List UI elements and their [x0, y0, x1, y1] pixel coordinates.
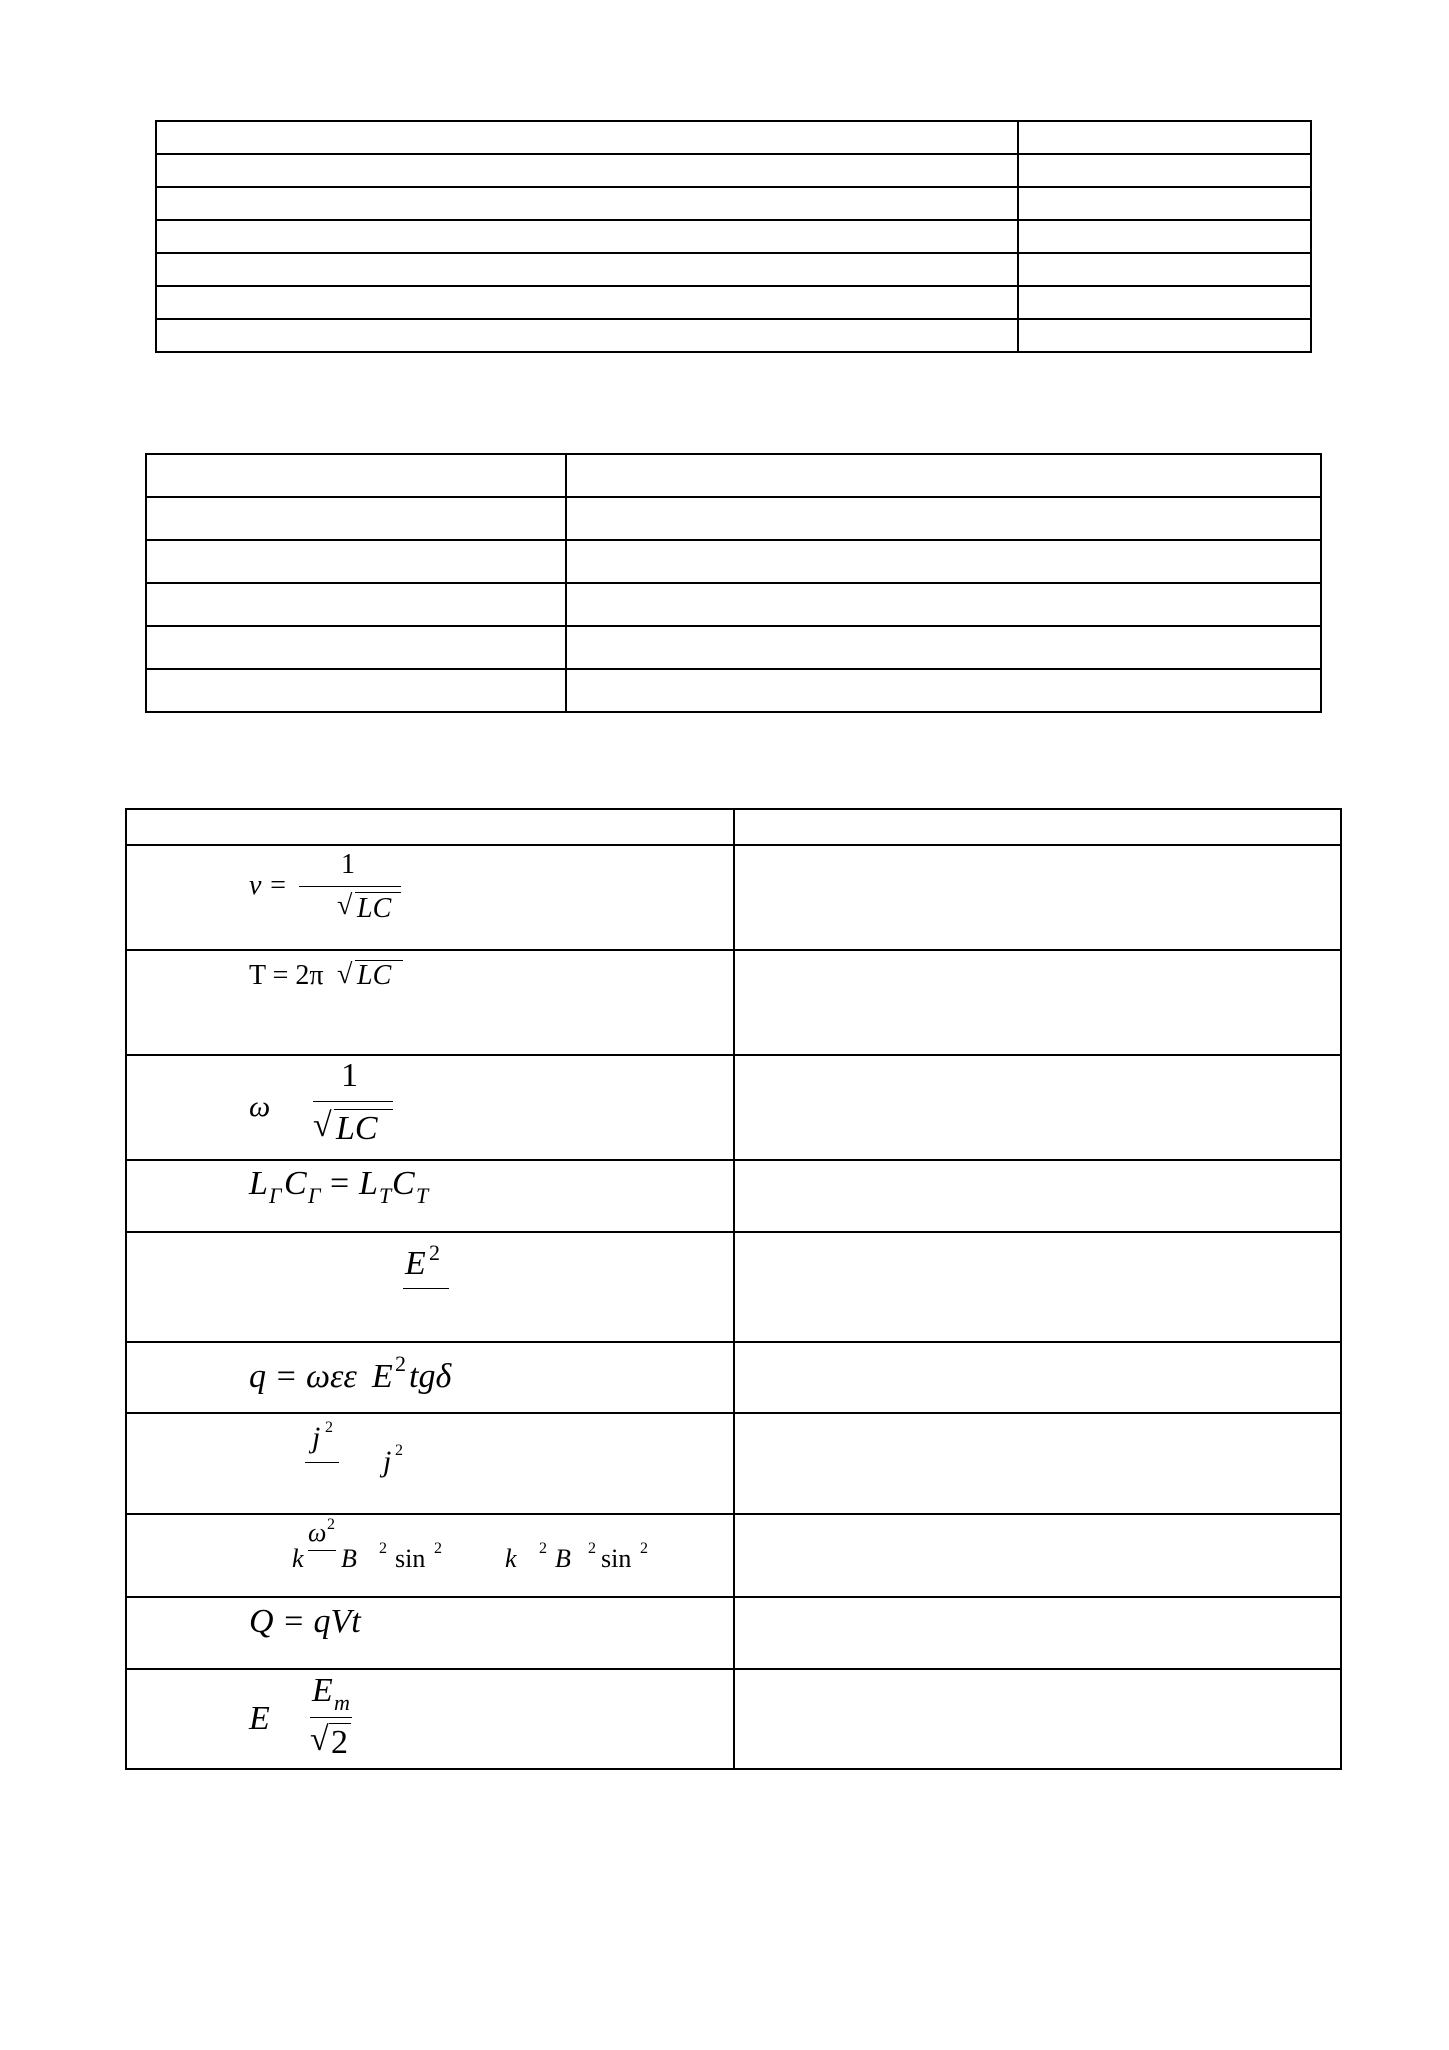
equals-sign: =	[330, 1165, 350, 1202]
formula-cell	[126, 950, 734, 1055]
formula-lhs: ν =	[249, 870, 288, 901]
table-1	[155, 120, 1312, 353]
table-row	[156, 121, 1311, 154]
formula-text: Q = qVt	[249, 1603, 361, 1640]
table-cell	[1018, 319, 1311, 352]
table-cell	[146, 540, 566, 583]
table-row	[126, 845, 1341, 950]
formula-cell	[126, 1514, 734, 1597]
table-cell	[1018, 286, 1311, 319]
formula-table	[125, 808, 1342, 1770]
fraction-bar	[310, 1717, 352, 1718]
table-cell	[1018, 220, 1311, 253]
formula-cell	[126, 1413, 734, 1514]
table-row	[146, 669, 1321, 712]
fraction-numerator: 1	[341, 1057, 358, 1094]
symbol-C: C	[392, 1165, 415, 1202]
table-row	[156, 253, 1311, 286]
fraction-numerator: 1	[341, 849, 355, 880]
fraction-numerator: ω	[308, 1518, 327, 1547]
subscript: Г	[308, 1183, 321, 1208]
radical-sign: √	[337, 890, 353, 921]
table-cell	[156, 121, 1018, 154]
table-row	[126, 809, 1341, 845]
table-cell	[734, 1160, 1341, 1232]
formula-cell	[126, 1342, 734, 1413]
table-cell	[734, 1342, 1341, 1413]
radical-argument: LC	[357, 960, 392, 991]
sin-function: sin	[395, 1544, 426, 1573]
symbol-B: B	[555, 1544, 571, 1573]
table-cell	[146, 583, 566, 626]
formula-cell	[126, 1055, 734, 1160]
table-cell	[156, 253, 1018, 286]
symbol-E: E	[372, 1358, 393, 1395]
fraction-numerator: E	[405, 1245, 426, 1282]
sin-function: sin	[601, 1544, 632, 1573]
table-cell	[156, 154, 1018, 187]
table-cell	[566, 497, 1321, 540]
superscript: 2	[395, 1351, 406, 1376]
symbol-j: j	[383, 1445, 392, 1478]
radical-sign: √	[313, 1107, 332, 1144]
fraction-bar	[299, 886, 401, 887]
table-cell	[734, 1597, 1341, 1669]
table-2	[145, 453, 1322, 713]
table-cell	[156, 286, 1018, 319]
symbol-k: k	[292, 1544, 304, 1573]
table-cell	[566, 669, 1321, 712]
superscript: 2	[325, 1419, 333, 1436]
formula-cell	[126, 1232, 734, 1342]
formula-cell	[126, 1669, 734, 1769]
table-cell	[734, 1413, 1341, 1514]
formula-lhs: q = ωεε	[249, 1358, 357, 1395]
table-row	[146, 454, 1321, 497]
radical-sign: √	[310, 1721, 329, 1758]
fraction-bar	[313, 1101, 393, 1102]
superscript: 2	[429, 1240, 440, 1265]
symbol-L: L	[359, 1165, 378, 1202]
superscript: 2	[395, 1442, 403, 1459]
table-cell	[734, 1514, 1341, 1597]
table-cell	[1018, 253, 1311, 286]
table-cell	[734, 809, 1341, 845]
subscript: Т	[379, 1183, 392, 1208]
subscript: Т	[416, 1183, 429, 1208]
table-cell	[146, 626, 566, 669]
radical-sign: √	[337, 959, 353, 990]
table-cell	[734, 950, 1341, 1055]
table-row	[146, 497, 1321, 540]
fraction-numerator: E	[312, 1672, 333, 1709]
table-row	[156, 187, 1311, 220]
table-row	[146, 583, 1321, 626]
fraction-bar	[308, 1550, 336, 1551]
table-row	[126, 1597, 1341, 1669]
table-cell	[156, 220, 1018, 253]
table-cell	[566, 540, 1321, 583]
table-cell	[734, 1669, 1341, 1769]
table-row	[126, 1055, 1341, 1160]
fraction-denominator: 2	[331, 1724, 348, 1761]
table-row	[146, 540, 1321, 583]
table-row	[126, 1160, 1341, 1232]
symbol-C: C	[284, 1165, 307, 1202]
symbol-L: L	[249, 1165, 268, 1202]
subscript: Г	[269, 1183, 282, 1208]
table-cell	[126, 809, 734, 845]
superscript: 2	[327, 1516, 335, 1533]
table-cell	[146, 497, 566, 540]
table-cell	[734, 845, 1341, 950]
table-row	[126, 950, 1341, 1055]
table-row	[156, 319, 1311, 352]
table-row	[126, 1342, 1341, 1413]
table-row	[146, 626, 1321, 669]
formula-cell	[126, 845, 734, 950]
table-cell	[146, 669, 566, 712]
superscript: 2	[434, 1540, 442, 1557]
table-cell	[156, 319, 1018, 352]
formula-rhs: tgδ	[409, 1358, 452, 1395]
table-cell	[156, 187, 1018, 220]
formula-lhs: T = 2π	[249, 960, 324, 991]
fraction-bar	[403, 1288, 449, 1289]
subscript: m	[334, 1690, 350, 1715]
superscript: 2	[588, 1540, 596, 1557]
table-row	[156, 286, 1311, 319]
symbol-B: B	[341, 1544, 357, 1573]
table-cell	[1018, 187, 1311, 220]
table-row	[126, 1232, 1341, 1342]
formula-cell	[126, 1160, 734, 1232]
table-row	[156, 220, 1311, 253]
superscript: 2	[640, 1540, 648, 1557]
table-cell	[566, 626, 1321, 669]
formula-cell	[126, 1597, 734, 1669]
table-cell	[566, 583, 1321, 626]
table-cell	[734, 1055, 1341, 1160]
formula-lhs: E	[249, 1700, 270, 1737]
table-row	[126, 1514, 1341, 1597]
table-cell	[566, 454, 1321, 497]
formula-lhs: ω	[249, 1090, 271, 1123]
table-cell	[1018, 121, 1311, 154]
table-cell	[146, 454, 566, 497]
superscript: 2	[539, 1540, 547, 1557]
fraction-numerator: j	[312, 1421, 321, 1454]
symbol-k: k	[505, 1544, 517, 1573]
fraction-denominator: LC	[357, 893, 392, 924]
superscript: 2	[379, 1540, 387, 1557]
table-row	[156, 154, 1311, 187]
fraction-denominator: LC	[336, 1110, 378, 1147]
table-cell	[1018, 154, 1311, 187]
fraction-bar	[305, 1462, 339, 1463]
table-row	[126, 1669, 1341, 1769]
table-cell	[734, 1232, 1341, 1342]
table-row	[126, 1413, 1341, 1514]
